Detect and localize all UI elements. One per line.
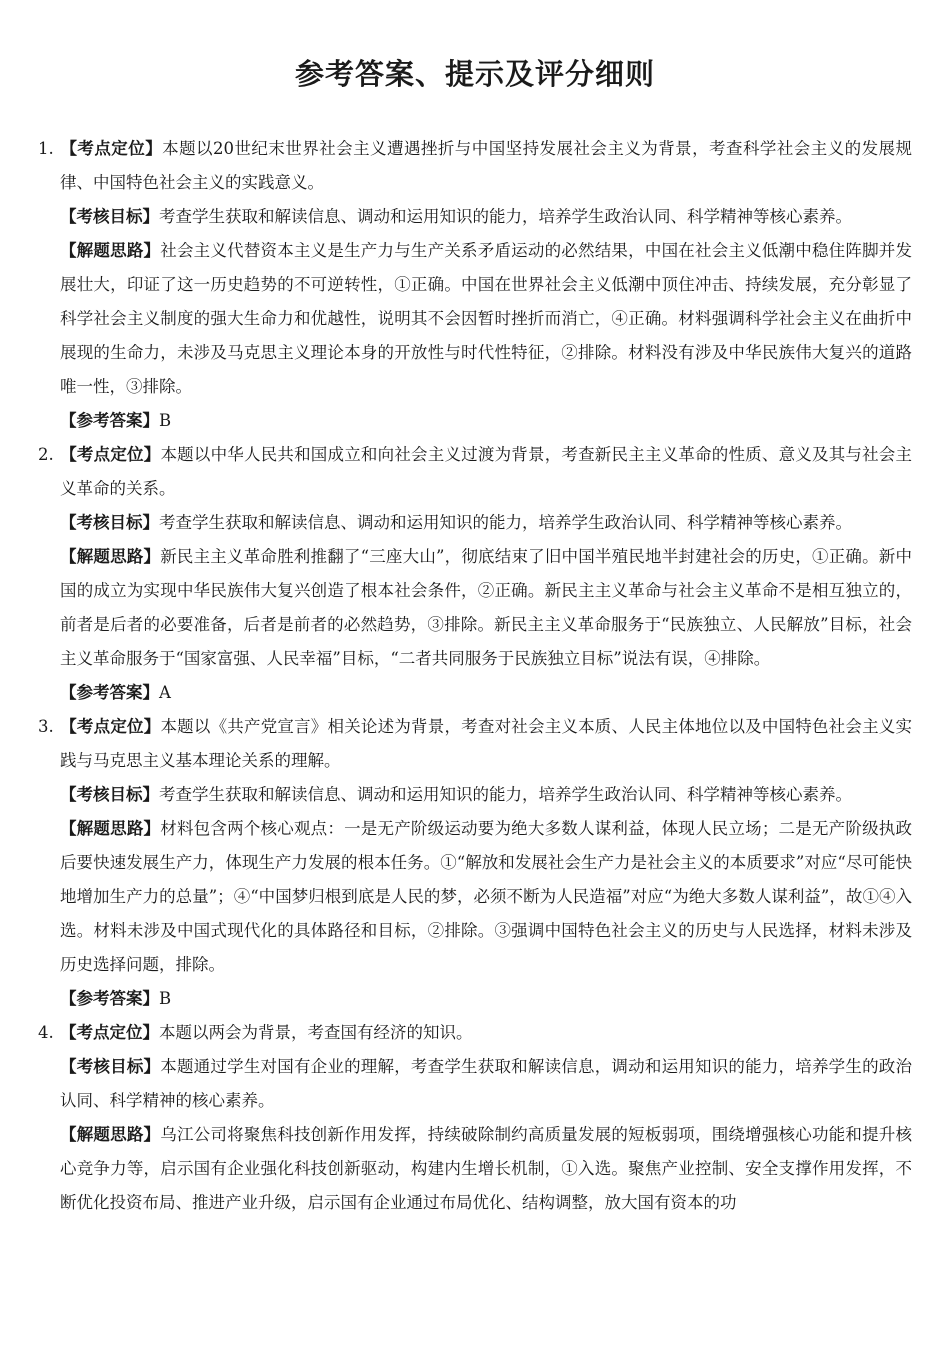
q2-answer-label: 【参考答案】	[60, 683, 159, 702]
q4-position-text: 本题以两会为背景，考查国有经济的知识。	[159, 1023, 473, 1042]
q1-position	[38, 132, 912, 200]
q2-answer-text: A	[159, 683, 171, 702]
q1-answer-text: B	[159, 411, 172, 430]
q3-answer-text: B	[159, 989, 172, 1008]
q2-objective-label: 【考核目标】	[60, 513, 159, 532]
q2-objective	[38, 506, 912, 540]
q4-approach-label: 【解题思路】	[60, 1125, 161, 1144]
q1-position-text: 本题以20世纪末世界社会主义遭遇挫折与中国坚持发展社会主义为背景，考查科学社会主义的发展规律、中国特色社会主义的实践意义。	[60, 139, 913, 192]
q2-approach-text: 新民主主义革命胜利推翻了“三座大山”，彻底结束了旧中国半殖民地半封建社会的历史，①正确。新中国的成立为实现中华民族伟大复兴创造了根本社会条件，②正确。新民主主义革命与社会主义革命不是相互独立的，前者是后者的必要准备，后者是前者的必然趋势，③排除。新民主主义革命服务于“民族独立、人民解放”目标，社会主义革命服务于“国家富强、人民幸福”目标，“二者共同服务于民族独立目标”说法有误，④排除。	[60, 547, 913, 668]
q3-objective-label: 【考核目标】	[60, 785, 159, 804]
question-4	[38, 1016, 912, 1220]
q1-approach	[38, 234, 912, 404]
q3-position-label: 【考点定位】	[60, 717, 161, 736]
q3-objective	[38, 778, 912, 812]
q4-number: 4.	[38, 1023, 54, 1042]
q2-approach	[38, 540, 912, 676]
q1-objective-text: 考查学生获取和解读信息、调动和运用知识的能力，培养学生政治认同、科学精神等核心素养。	[159, 207, 852, 226]
q4-position-label: 【考点定位】	[60, 1023, 159, 1042]
q4-objective-label: 【考核目标】	[60, 1057, 161, 1076]
q4-objective	[38, 1050, 912, 1118]
q2-approach-label: 【解题思路】	[60, 547, 161, 566]
q4-approach-text: 乌江公司将聚焦科技创新作用发挥，持续破除制约高质量发展的短板弱项，围绕增强核心功能和提升核心竞争力等，启示国有企业强化科技创新驱动，构建内生增长机制，①入选。聚焦产业控制、安全支撑作用发挥，不断优化投资布局、推进产业升级，启示国有企业通过布局优化、结构调整，放大国有资本的功	[60, 1125, 913, 1212]
q3-approach-text: 材料包含两个核心观点：一是无产阶级运动要为绝大多数人谋利益，体现人民立场；二是无产阶级执政后要快速发展生产力，体现生产力发展的根本任务。①“解放和发展社会生产力是社会主义的本质要求”对应“尽可能快地增加生产力的总量”；④“中国梦归根到底是人民的梦，必须不断为人民造福”对应“为绝大多数人谋利益”，故①④入选。材料未涉及中国式现代化的具体路径和目标，②排除。③强调中国特色社会主义的历史与人民选择，材料未涉及历史选择问题，排除。	[60, 819, 913, 974]
q2-position-label: 【考点定位】	[60, 445, 161, 464]
q1-approach-text: 社会主义代替资本主义是生产力与生产关系矛盾运动的必然结果，中国在社会主义低潮中稳住阵脚并发展壮大，印证了这一历史趋势的不可逆转性，①正确。中国在世界社会主义低潮中顶住冲击、持续发展，充分彰显了科学社会主义制度的强大生命力和优越性，说明其不会因暂时挫折而消亡，④正确。材料强调科学社会主义在曲折中展现的生命力，未涉及马克思主义理论本身的开放性与时代性特征，②排除。材料没有涉及中华民族伟大复兴的道路唯一性，③排除。	[60, 241, 913, 396]
page-title: 参考答案、提示及评分细则	[294, 57, 655, 91]
q1-answer	[38, 404, 912, 438]
q2-position-text: 本题以中华人民共和国成立和向社会主义过渡为背景，考查新民主主义革命的性质、意义及其与社会主义革命的关系。	[60, 445, 913, 498]
q2-number: 2.	[38, 445, 54, 464]
q3-objective-text: 考查学生获取和解读信息、调动和运用知识的能力，培养学生政治认同、科学精神等核心素养。	[159, 785, 852, 804]
q3-position	[38, 710, 912, 778]
q4-objective-text: 本题通过学生对国有企业的理解，考查学生获取和解读信息，调动和运用知识的能力，培养学生的政治认同、科学精神的核心素养。	[60, 1057, 913, 1110]
q4-approach	[38, 1118, 912, 1220]
q3-approach-label: 【解题思路】	[60, 819, 161, 838]
q2-position	[38, 438, 912, 506]
q3-answer	[38, 982, 912, 1016]
q2-answer	[38, 676, 912, 710]
q1-answer-label: 【参考答案】	[60, 411, 159, 430]
q1-position-label: 【考点定位】	[60, 139, 163, 158]
q3-position-text: 本题以《共产党宣言》相关论述为背景，考查对社会主义本质、人民主体地位以及中国特色社会主义实践与马克思主义基本理论关系的理解。	[60, 717, 913, 770]
q3-answer-label: 【参考答案】	[60, 989, 159, 1008]
answers-list	[38, 132, 912, 1220]
q1-approach-label: 【解题思路】	[60, 241, 161, 260]
q1-number: 1.	[38, 139, 54, 158]
question-3	[38, 710, 912, 1016]
q1-objective-label: 【考核目标】	[60, 207, 159, 226]
q2-objective-text: 考查学生获取和解读信息、调动和运用知识的能力，培养学生政治认同、科学精神等核心素养。	[159, 513, 852, 532]
q3-number: 3.	[38, 717, 54, 736]
q1-objective	[38, 200, 912, 234]
question-1	[38, 132, 912, 438]
question-2	[38, 438, 912, 710]
q3-approach	[38, 812, 912, 982]
q4-position	[38, 1016, 912, 1050]
